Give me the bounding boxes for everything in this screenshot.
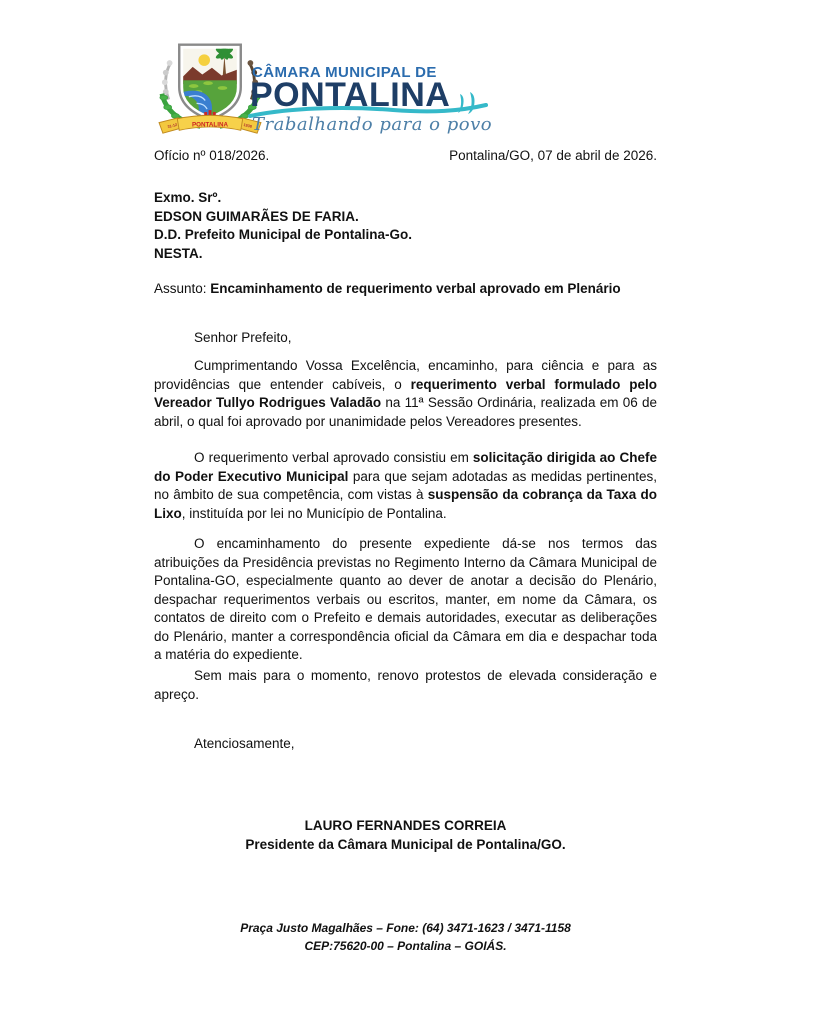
greeting: Senhor Prefeito, xyxy=(194,330,292,345)
org-name-line2: PONTALINA xyxy=(250,76,451,114)
letterhead xyxy=(152,38,572,142)
subject-line xyxy=(154,280,657,299)
signature-block xyxy=(154,816,657,854)
paragraph-1: Cumprimentando Vossa Excelência, encaminho, para ciência e para as providências que entender cabíveis, o requerimento verbal formulado pelo Vereador Tullyo Rodrigues Valadão na 11ª Sessão Ordinária, realizada em 06 de abril, o qual foi aprovado por unanimidade pelos Vereadores presentes. xyxy=(154,358,657,429)
subject-text: Encaminhamento de requerimento verbal aprovado em Plenário xyxy=(210,281,621,296)
signatory-role: Presidente da Câmara Municipal de Pontalina/GO. xyxy=(245,837,566,852)
closing-paragraph: Sem mais para o momento, renovo protestos de elevada consideração e apreço. xyxy=(154,668,657,702)
addressee-title: D.D. Prefeito Municipal de Pontalina-Go. xyxy=(154,227,413,242)
footer-address-block xyxy=(154,919,657,955)
subject-label: Assunto: xyxy=(154,281,211,296)
footer-cep-city: CEP:75620-00 – Pontalina – GOIÁS. xyxy=(304,939,507,953)
paragraph-2: O requerimento verbal aprovado consistiu em solicitação dirigida ao Chefe do Poder Executivo Municipal para que sejam adotadas as medidas pertinentes, no âmbito de sua competência, com vistas à suspensão da cobrança da Taxa do Lixo, instituída por lei no Município de Pontalina. xyxy=(154,450,658,521)
signatory-name: LAURO FERNANDES CORREIA xyxy=(304,818,507,833)
place-and-date: Pontalina/GO, 07 de abril de 2026. xyxy=(449,148,657,163)
paragraph-3: O encaminhamento do presente expediente dá-se nos termos das atribuições da Presidência previstas no Regimento Interno da Câmara Municipal de Pontalina-GO, especialmente quanto ao dever de anotar a decisão do Plenário, despachar requerimentos verbais ou escritos, manter, em nome da Câmara, os contatos de direito com o Prefeito e demais autoridades, executar as deliberações do Plenário, manter a correspondência oficial da Câmara em dia e despachar toda a matéria do expediente. xyxy=(154,536,657,662)
org-name-line1: CÂMARA MUNICIPAL DE xyxy=(252,64,437,81)
addressee-salutation: Exmo. Srº. xyxy=(154,190,222,205)
reference-and-date-row xyxy=(154,147,657,166)
org-tagline: Trabalhando para o povo xyxy=(252,114,493,135)
sun-icon xyxy=(198,54,210,66)
addressee-city: NESTA. xyxy=(154,245,203,261)
valediction: Atenciosamente, xyxy=(194,736,295,751)
ribbon-left-text: 31-12 xyxy=(167,122,178,130)
addressee-name: EDSON GUIMARÃES DE FARIA. xyxy=(154,208,359,224)
addressee-block xyxy=(154,189,657,263)
ribbon-right-text: 1938 xyxy=(243,122,253,129)
footer-address-phone: Praça Justo Magalhães – Fone: (64) 3471-1623 / 3471-1158 xyxy=(240,921,571,935)
org-wordmark xyxy=(250,64,500,142)
ribbon-center-text: PONTALINA xyxy=(192,121,228,129)
oficio-number: Ofício nº 018/2026. xyxy=(154,148,270,163)
